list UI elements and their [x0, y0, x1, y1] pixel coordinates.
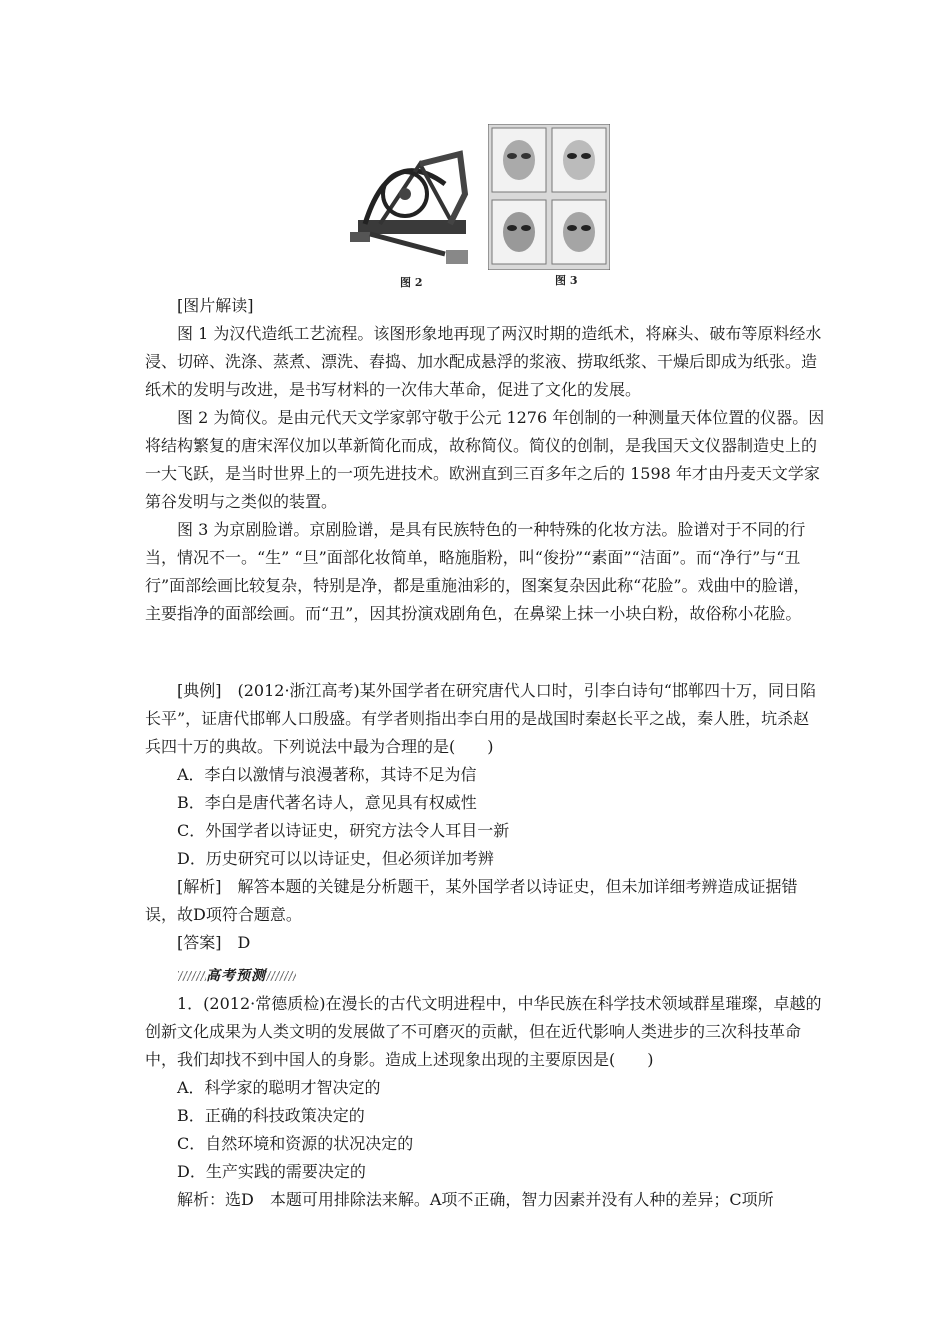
forecast-q1-option-a: A．科学家的聪明才智决定的: [177, 1078, 381, 1097]
figure-2-caption: 图 2: [400, 276, 423, 289]
example-answer: [答案] D: [177, 933, 251, 952]
example-option-b: B．李白是唐代著名诗人，意见具有权威性: [177, 793, 477, 812]
forecast-q1-option-d: D．生产实践的需要决定的: [177, 1162, 366, 1181]
armillary-instrument-image: [350, 124, 480, 274]
forecast-banner-label: 高考预测: [206, 968, 266, 984]
forecast-q1-option-c: C．自然环境和资源的状况决定的: [177, 1134, 414, 1153]
forecast-q1-stem: 1．(2012·常德质检)在漫长的古代文明进程中，中华民族在科学技术领域群星璀璨，卓越的创新文化成果为人类文明的发展做了不可磨灭的贡献，但在近代影响人类进步的三次科技革命中，我们却找不到中国人的身影。造成上述现象出现的主要原因是( ): [145, 994, 822, 1069]
example-analysis: [解析] 解答本题的关键是分析题干，某外国学者以诗证史，但未加详细考辨造成证据错误，故D项符合题意。: [145, 877, 798, 924]
example-option-c: C．外国学者以诗证史，研究方法令人耳目一新: [177, 821, 510, 840]
banner-hatch-left: [178, 971, 206, 981]
reading-paragraph-1: 图 1 为汉代造纸工艺流程。该图形象地再现了两汉时期的造纸术，将麻头、破布等原料经水浸、切碎、洗涤、蒸煮、漂洗、舂捣、加水配成悬浮的浆液、捞取纸浆、干燥后即成为纸张。造纸术的发明与改进，是书写材料的一次伟大革命，促进了文化的发展。: [145, 324, 822, 399]
example-question-section: [145, 677, 825, 957]
reading-heading: [图片解读]: [177, 296, 254, 315]
opera-masks-stamps-image: [488, 124, 610, 270]
example-stem: [典例] (2012·浙江高考)某外国学者在研究唐代人口时，引李白诗句“邯郸四十万，同日陷长平”，证唐代邯郸人口殷盛。有学者则指出李白用的是战国时秦赵长平之战，秦人胜，坑杀赵兵四十万的典故。下列说法中最为合理的是( ): [145, 681, 816, 756]
banner-hatch-right: [266, 971, 296, 981]
picture-reading-section: [145, 292, 825, 628]
forecast-q1-option-b: B．正确的科技政策决定的: [177, 1106, 365, 1125]
forecast-banner: [178, 965, 318, 983]
example-option-d: D．历史研究可以以诗证史，但必须详加考辨: [177, 849, 494, 868]
reading-paragraph-3: 图 3 为京剧脸谱。京剧脸谱，是具有民族特色的一种特殊的化妆方法。脸谱对于不同的行当，情况不一。“生” “旦”面部化妆简单，略施脂粉，叫“俊扮”“素面”“洁面”。而“净行”与“丑行”面部绘画比较复杂，特别是净，都是重施油彩的，图案复杂因此称“花脸”。戏曲中的脸谱，主要指净的面部绘画。而“丑”，因其扮演戏剧角色，在鼻梁上抹一小块白粉，故俗称小花脸。: [145, 520, 810, 623]
figure-3-caption: 图 3: [555, 274, 578, 287]
figure-area: [350, 124, 610, 294]
forecast-question-section: [145, 990, 825, 1214]
reading-paragraph-2: 图 2 为简仪。是由元代天文学家郭守敬于公元 1276 年创制的一种测量天体位置的仪器。因将结构繁复的唐宋浑仪加以革新简化而成，故称简仪。简仪的创制，是我国天文仪器制造史上的一大飞跃，是当时世界上的一项先进技术。欧洲直到三百多年之后的 1598 年才由丹麦天文学家第谷发明与之类似的装置。: [145, 408, 825, 511]
example-option-a: A．李白以激情与浪漫著称，其诗不足为信: [177, 765, 477, 784]
forecast-q1-analysis: 解析：选D 本题可用排除法来解。A项不正确，智力因素并没有人种的差异；C项所: [177, 1190, 774, 1209]
